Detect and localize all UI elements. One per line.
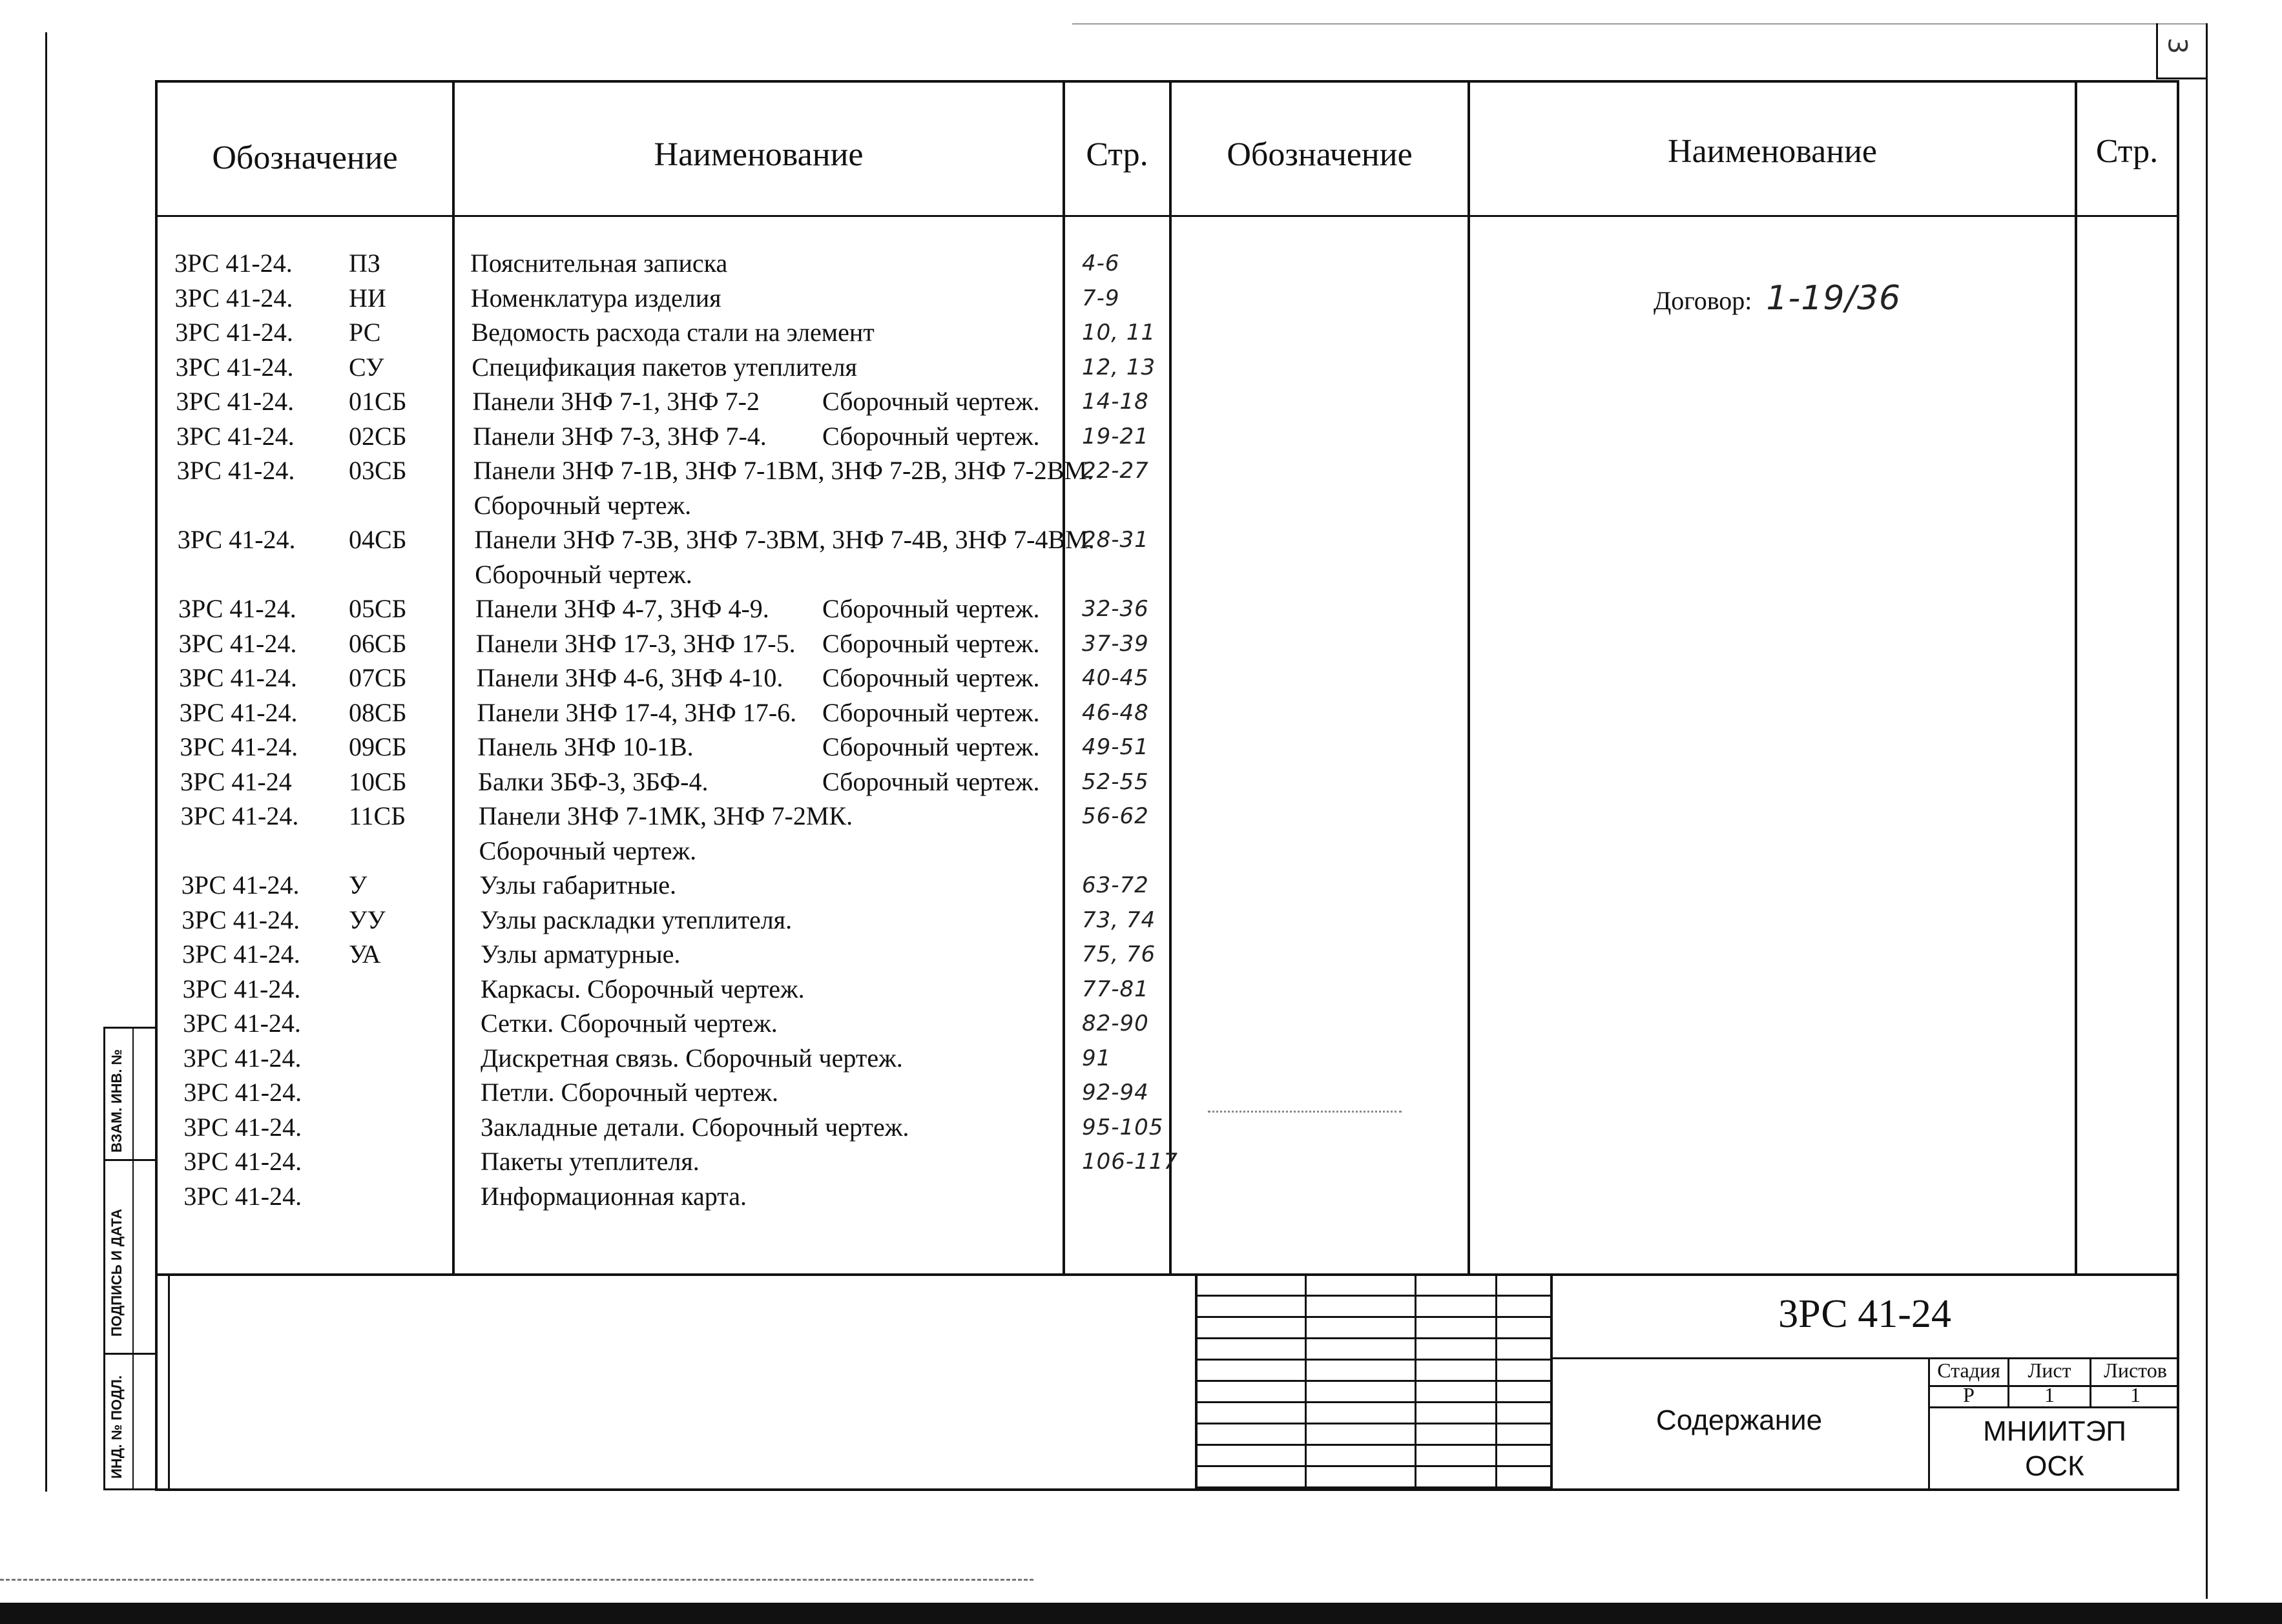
row-name: Информационная карта. [481, 1182, 747, 1211]
sheet-label: Лист [2028, 1359, 2071, 1382]
row-code: 3РС 41-24. [175, 353, 294, 382]
scan-speck [1208, 1111, 1402, 1115]
header-name-right: Наименование [1668, 133, 1877, 170]
header-designation-left: Обозначение [212, 139, 398, 176]
row-code: 3РС 41-24. [174, 249, 293, 278]
row-name: Каркасы. Сборочный чертеж. [481, 974, 805, 1003]
row-suffix: УА [349, 940, 381, 969]
row-name: Панели 3НФ 4-7, 3НФ 4-9. [475, 594, 769, 623]
row-code: 3РС 41-24. [178, 629, 297, 658]
row-pages: 49-51 [1082, 734, 1149, 760]
row-name: Панели 3НФ 17-4, 3НФ 17-6. [477, 698, 797, 727]
row-code: 3РС 41-24. [174, 283, 293, 313]
row-code: 3РС 41-24. [179, 663, 297, 692]
row-pages: 77-81 [1082, 976, 1149, 1002]
row-suffix: СУ [349, 353, 384, 382]
row-code: 3РС 41-24. [183, 1113, 302, 1142]
row-pages: 40-45 [1082, 665, 1149, 691]
row-pages: 91 [1082, 1045, 1112, 1071]
row-name: Сборочный чертеж. [475, 560, 692, 589]
row-name: Узлы раскладки утеплителя. [480, 905, 793, 934]
row-code: 3РС 41-24. [176, 422, 295, 451]
row-suffix: 04СБ [349, 525, 407, 554]
sheets-value: 1 [2130, 1383, 2141, 1406]
row-pages: 75, 76 [1082, 941, 1156, 967]
row-code: 3РС 41-24. [181, 870, 300, 899]
row-suffix: У [349, 870, 368, 899]
row-name: Петли. Сборочный чертеж. [481, 1078, 778, 1107]
contract-note [1654, 279, 1901, 318]
row-code: 3РС 41-24. [183, 1043, 302, 1073]
row-note: Сборочный чертеж. [822, 387, 1040, 416]
row-note: Сборочный чертеж. [822, 422, 1040, 451]
row-suffix: РС [349, 318, 381, 347]
row-name: Спецификация пакетов утеплителя [472, 353, 857, 382]
side-label-sign-date: ПОДПИСЬ И ДАТА [109, 1208, 125, 1337]
row-pages: 12, 13 [1082, 355, 1156, 380]
row-pages: 82-90 [1082, 1011, 1149, 1036]
org-line2: ОСК [2025, 1450, 2084, 1482]
row-pages: 92-94 [1082, 1080, 1149, 1105]
row-suffix: УУ [349, 905, 386, 934]
side-label-replaced-inv: ВЗАМ. ИНВ. № [109, 1049, 125, 1153]
row-code: 3РС 41-24. [176, 456, 295, 485]
title-block-grid-line [1195, 1380, 1550, 1382]
row-suffix: НИ [349, 283, 386, 313]
row-pages: 46-48 [1082, 700, 1149, 726]
row-name: Сборочный чертеж. [473, 491, 692, 520]
doc-title: Содержание [1655, 1404, 1823, 1436]
row-pages: 106-117 [1082, 1149, 1179, 1175]
row-suffix: ПЗ [349, 249, 380, 278]
row-code: 3РС 41-24. [176, 387, 295, 416]
row-note: Сборочный чертеж. [822, 698, 1040, 727]
row-name: Номенклатура изделия [470, 283, 721, 313]
row-suffix: 03СБ [349, 456, 407, 485]
row-code: 3РС 41-24. [177, 525, 296, 554]
row-code: 3РС 41-24. [180, 801, 299, 830]
title-block-grid-line [1195, 1444, 1550, 1446]
row-suffix: 05СБ [349, 594, 407, 623]
title-block-grid-line [1195, 1486, 1550, 1488]
row-code: 3РС 41-24. [182, 974, 301, 1003]
row-suffix: 01СБ [349, 387, 407, 416]
row-code: 3РС 41-24. [183, 1078, 302, 1107]
title-block-grid-line [1195, 1423, 1550, 1424]
row-suffix: 06СБ [349, 629, 407, 658]
row-name: Панели 3НФ 4-6, 3НФ 4-10. [476, 663, 783, 692]
header-page-right: Стр. [2095, 133, 2159, 170]
title-block-grid-line [1195, 1401, 1550, 1403]
contract-label: Договор: [1654, 286, 1752, 315]
row-code: 3РС 41-24. [183, 1009, 301, 1038]
row-code: 3РС 41-24. [180, 732, 298, 761]
row-suffix: 08СБ [349, 698, 407, 727]
row-name: Панели 3НФ 7-3В, 3НФ 7-3ВМ, 3НФ 7-4В, 3НФ 7-4ВМ. [474, 525, 1095, 554]
row-name: Узлы арматурные. [481, 940, 681, 969]
row-suffix: 09СБ [349, 732, 407, 761]
row-pages: 19-21 [1082, 424, 1149, 449]
row-pages: 14-18 [1082, 389, 1149, 415]
row-name: Панели 3НФ 7-1МК, 3НФ 7-2МК. [478, 801, 853, 830]
title-block-grid-line [1195, 1465, 1550, 1467]
row-name: Пояснительная записка [470, 249, 728, 278]
row-code: 3РС 41-24. [175, 318, 293, 347]
row-pages: 22-27 [1082, 458, 1149, 484]
sheet-value: 1 [2044, 1383, 2055, 1406]
sheets-label: Листов [2104, 1359, 2167, 1382]
row-pages: 73, 74 [1082, 907, 1156, 933]
row-note: Сборочный чертеж. [822, 767, 1040, 796]
row-name: Закладные детали. Сборочный чертеж. [481, 1113, 909, 1142]
row-pages: 28-31 [1082, 527, 1149, 553]
stage-value: Р [1963, 1383, 1975, 1406]
row-name: Узлы габаритные. [479, 870, 677, 899]
doc-code: 3РС 41-24 [1778, 1292, 1951, 1336]
row-pages: 52-55 [1082, 769, 1149, 795]
row-code: 3РС 41-24. [182, 905, 300, 934]
row-suffix: 07СБ [349, 663, 407, 692]
stage-label: Стадия [1937, 1359, 2000, 1382]
row-note: Сборочный чертеж. [822, 629, 1040, 658]
title-block-grid-line [1195, 1316, 1550, 1318]
row-name: Сборочный чертеж. [479, 836, 697, 865]
row-code: 3РС 41-24 [180, 767, 292, 796]
row-name: Ведомость расхода стали на элемент [471, 318, 875, 347]
header-designation-right: Обозначение [1227, 136, 1413, 173]
row-pages: 63-72 [1082, 872, 1149, 898]
scan-noise-bottom [0, 1579, 1033, 1583]
header-page-left: Стр. [1086, 136, 1148, 173]
row-pages: 7-9 [1082, 285, 1120, 311]
row-suffix: 02СБ [349, 422, 407, 451]
title-block-grid-line [1195, 1359, 1550, 1361]
row-code: 3РС 41-24. [183, 1147, 302, 1176]
row-name: Панели 3НФ 7-1В, 3НФ 7-1ВМ, 3НФ 7-2В, 3НФ 7-2ВМ. [473, 456, 1094, 485]
row-suffix: 11СБ [349, 801, 406, 830]
title-block-grid-line [1195, 1337, 1550, 1339]
row-name: Балки 3БФ-3, 3БФ-4. [478, 767, 709, 796]
row-name: Сетки. Сборочный чертеж. [481, 1009, 778, 1038]
row-pages: 56-62 [1082, 803, 1149, 829]
row-name: Пакеты утеплителя. [481, 1147, 700, 1176]
contract-number: 1-19/36 [1766, 279, 1902, 318]
row-pages: 95-105 [1082, 1115, 1164, 1140]
corner-mark: 3 [2162, 37, 2192, 54]
row-suffix: 10СБ [349, 767, 407, 796]
side-label-inv-no: ИНД. № ПОДЛ. [109, 1375, 125, 1479]
title-block-grid-line [1195, 1295, 1550, 1297]
row-note: Сборочный чертеж. [822, 732, 1040, 761]
row-note: Сборочный чертеж. [822, 663, 1040, 692]
row-code: 3РС 41-24. [179, 698, 298, 727]
row-pages: 10, 11 [1082, 320, 1156, 345]
row-pages: 4-6 [1082, 251, 1120, 276]
row-name: Дискретная связь. Сборочный чертеж. [481, 1043, 903, 1073]
row-name: Панель 3НФ 10-1В. [477, 732, 694, 761]
row-pages: 37-39 [1082, 631, 1149, 657]
row-name: Панели 3НФ 17-3, 3НФ 17-5. [475, 629, 796, 658]
row-name: Панели 3НФ 7-1, 3НФ 7-2 [472, 387, 760, 416]
row-code: 3РС 41-24. [183, 1182, 302, 1211]
org-name [1930, 1414, 2179, 1484]
row-code: 3РС 41-24. [178, 594, 296, 623]
row-note: Сборочный чертеж. [822, 594, 1040, 623]
row-name: Панели 3НФ 7-3, 3НФ 7-4. [473, 422, 767, 451]
header-name-left: Наименование [654, 136, 864, 173]
row-pages: 32-36 [1082, 596, 1149, 622]
row-code: 3РС 41-24. [182, 940, 300, 969]
org-line1: МНИИТЭП [1983, 1415, 2126, 1447]
